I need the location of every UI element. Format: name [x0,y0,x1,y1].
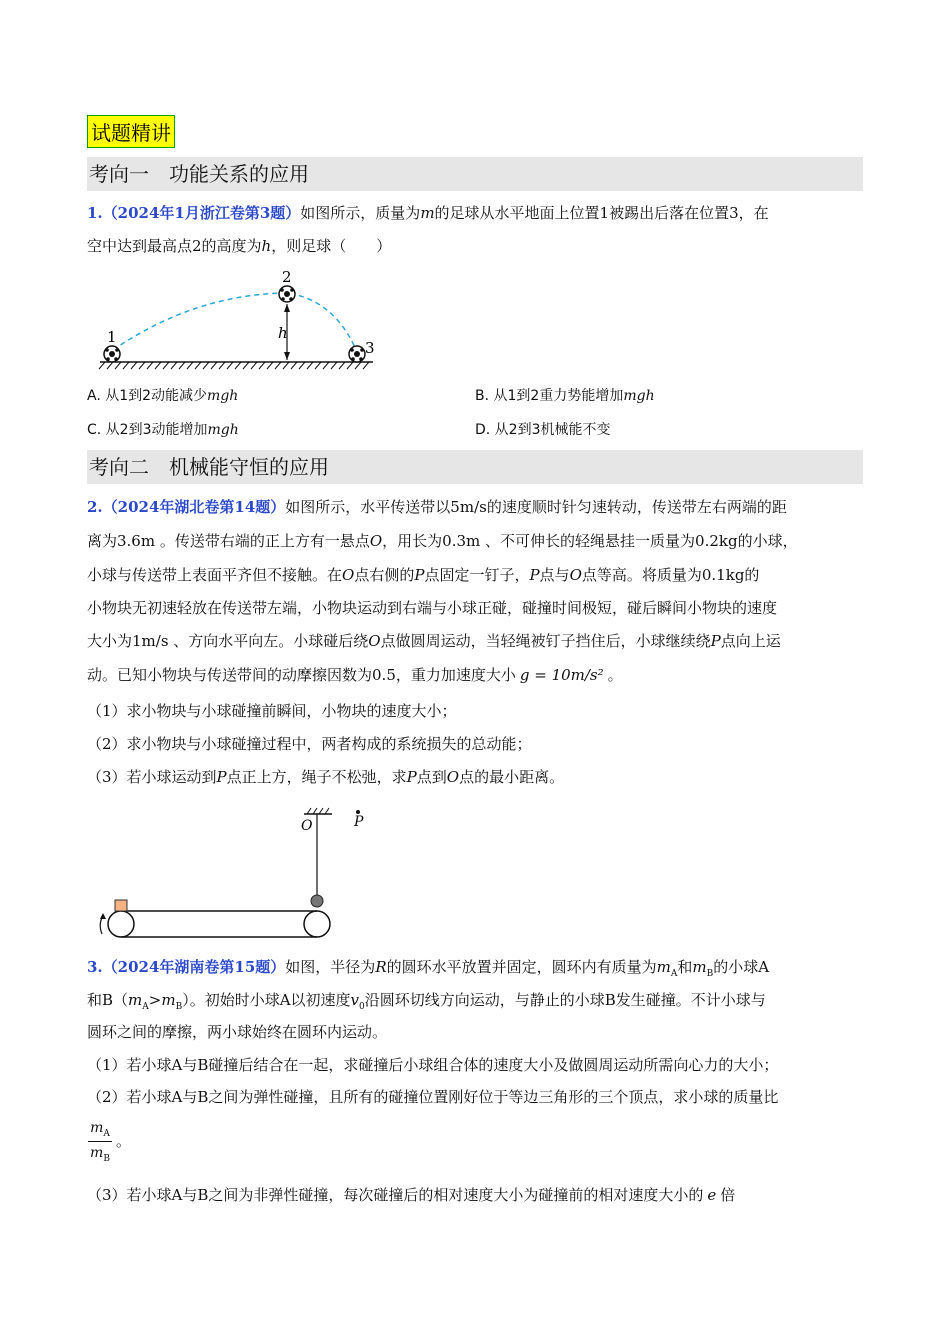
q3-sub-3-a: （3）若小球A与B之间为非弹性碰撞，每次碰撞后的相对速度大小为碰撞前的相对速度大小的 [87,1186,704,1204]
arrow-head-down [284,352,290,360]
q2-var-p-3: P [710,632,721,650]
q2-sub-3 [87,767,564,787]
option-a-mgh: mgh [207,388,239,404]
q1-var-h: h [261,237,272,255]
q2-text-10: 大小为1m/s 、方向水平向左。小球碰后绕 [87,632,369,650]
left-roller [108,911,134,937]
q3-sub-1 [87,1055,778,1075]
section-heading-1 [87,157,863,191]
q2-text-8: 点等高。将质量为0.1kg的 [581,566,760,584]
q2-text-7: 点与 [539,566,570,584]
q3-line-3 [87,1022,387,1042]
option-c-text: C. 从2到3动能增加 [87,422,208,438]
q1-option-d[interactable] [475,420,611,440]
q1-var-m: m [420,204,435,222]
mass-ratio-fraction [88,1120,112,1164]
q3-text-5: ）。初始时小球A以初速度 [182,991,351,1009]
hanging-ball [311,895,323,907]
label-1: 1 [107,328,117,346]
q2-text-9: 小物块无初速轻放在传送带左端，小物块运动到右端与小球正碰，碰撞时间极短，碰后瞬间小物块的速度 [87,599,778,617]
q2-sub-3-b: 点正上方，绳子不松弛，求 [226,768,407,786]
q3-number: 3. [87,958,103,976]
fraction-end: 。 [116,1132,132,1150]
q3-var-r: R [375,958,387,976]
q2-text-2: 离为3.6m 。传送带右端的正上方有一悬点 [87,532,370,550]
q3-sub-a: A [670,969,678,979]
q1-text-1: 如图所示，质量为 [300,204,421,222]
q1-number: 1. [87,204,103,222]
q2-text-14: 。 [607,666,623,684]
q3-text-4: 和B（ [87,991,129,1009]
q1-figure [95,262,385,377]
q3-sub-a-2: A [142,1002,149,1012]
q2-figure [92,800,342,945]
label-o: O [301,818,313,834]
section-heading-1-text: 考向一 功能关系的应用 [89,162,309,186]
q3-text-1: 如图，半径为 [285,958,376,976]
q2-var-p: P [414,566,425,584]
section-banner: 试题精讲 [87,115,175,148]
q2-var-p-2: P [529,566,540,584]
q1-line-2 [87,236,391,256]
label-p: P [354,814,364,830]
q1-text-2: 的足球从水平地面上位置1被踢出后落在位置3，在 [434,204,769,222]
fraction-numerator: $m_A$ [88,1120,112,1142]
q2-text-12: 点向上运 [720,632,781,650]
q3-sub-1-text: （1）若小球A与B碰撞后结合在一起，求碰撞后小球组合体的速度大小及做圆周运动所需向心力的大小； [87,1056,779,1074]
arrow-head-up [284,304,290,312]
fraction-denominator: $m_B$ [90,1144,110,1164]
q1-text-3: 空中达到最高点2的高度为 [87,237,262,255]
option-b-mgh: mgh [623,388,655,404]
q2-source: （2024年湖北卷第14题） [102,498,286,516]
q3-sub-2 [87,1087,778,1107]
q2-sub-3-d: 点的最小距离。 [459,768,565,786]
q3-sub-0: 0 [359,1002,365,1012]
q3-var-mb: m [692,958,707,976]
ball-3 [349,346,365,362]
q2-line-5 [87,631,781,651]
q2-text-11: 点做圆周运动，当轻绳被钉子挡住后，小球继续绕 [380,632,711,650]
small-block [115,900,127,911]
label-h: h [278,324,288,342]
q2-text-5: 点右侧的 [354,566,415,584]
q2-text-13: 动。已知小物块与传送带间的动摩擦因数为0.5，重力加速度大小 [87,666,516,684]
q3-line-2 [87,990,766,1017]
q2-gravity: g = 10m/s² [519,666,604,684]
option-a-text: A. 从1到2动能减少 [87,388,208,404]
q3-sub-3 [87,1185,735,1205]
q1-option-b[interactable] [475,386,655,406]
q2-text-4: 小球与传送带上表面平齐但不接触。在 [87,566,343,584]
q3-text-7: 圆环之间的摩擦，两小球始终在圆环内运动。 [87,1023,388,1041]
q3-var-v: v [350,991,360,1009]
q3-var-e: e [707,1186,717,1204]
q3-source: （2024年湖南卷第15题） [102,958,286,976]
q3-sub-b: B [706,969,714,979]
q3-var-ma-2: m [128,991,143,1009]
q3-sub-b-2: B [175,1002,183,1012]
option-d-text: D. 从2到3机械能不变 [475,422,611,438]
option-b-text: B. 从1到2重力势能增加 [475,388,624,404]
option-c-mgh: mgh [207,422,239,438]
nail-dot [356,810,360,814]
label-3: 3 [365,339,375,357]
q2-sub-3-p: P [216,768,227,786]
q1-source: （2024年1月浙江卷第3题） [102,204,301,222]
q2-line-3 [87,565,759,585]
q2-sub-2 [87,734,532,754]
q2-text-3: ，用长为0.3m 、不可伸长的轻绳悬挂一质量为0.2kg的小球， [382,532,798,550]
q2-line-1 [87,497,787,517]
q2-sub-2-text: （2）求小物块与小球碰撞过程中，两者构成的系统损失的总动能； [87,735,532,753]
q1-line-1 [87,203,769,223]
q2-sub-1 [87,701,457,721]
q2-var-o-3: O [569,566,582,584]
q3-text-2: 的圆环水平放置并固定，圆环内有质量为 [386,958,657,976]
q2-text-1: 如图所示，水平传送带以5m/s的速度顺时针匀速转动，传送带左右两端的距 [285,498,787,516]
ball-1 [104,346,120,362]
q2-sub-3-c: 点到 [416,768,447,786]
right-roller [304,911,330,937]
section-heading-2 [87,450,863,484]
trajectory-curve [113,293,357,352]
q3-var-mb-2: m [161,991,176,1009]
q2-line-6 [87,665,623,685]
q3-sub-2-text: （2）若小球A与B之间为弹性碰撞，且所有的碰撞位置刚好位于等边三角形的三个顶点，求小球的质量比 [87,1088,779,1106]
q3-text-6: 沿圆环切线方向运动，与静止的小球B发生碰撞。不计小球与 [364,991,766,1009]
q3-gt: > [148,991,162,1009]
q2-number: 2. [87,498,103,516]
q1-option-a[interactable] [87,386,238,406]
q3-text-and: 和 [677,958,693,976]
q2-sub-3-a: （3）若小球运动到 [87,768,217,786]
q2-line-4 [87,598,777,618]
q2-sub-1-text: （1）求小物块与小球碰撞前瞬间，小物块的速度大小； [87,702,457,720]
q1-option-c[interactable] [87,420,239,440]
rotation-arrow-head [100,913,106,919]
label-2: 2 [282,268,292,286]
q2-line-2 [87,531,798,551]
ball-2 [279,286,295,302]
q2-var-o-4: O [368,632,381,650]
q3-line-1 [87,957,769,984]
q2-text-6: 点固定一钉子， [424,566,530,584]
q3-sub-3-b: 倍 [720,1186,736,1204]
q3-text-3: 的小球A [713,958,770,976]
q2-var-o-2: O [342,566,355,584]
q2-var-o: O [369,532,383,550]
q2-sub-3-o: O [446,768,460,786]
ceiling-hatch [307,808,329,814]
ground-hatch [99,362,369,369]
section-heading-2-text: 考向二 机械能守恒的应用 [89,455,329,479]
q3-var-ma: m [656,958,671,976]
q1-text-4: ，则足球（ ） [271,237,392,255]
q2-sub-3-p2: P [406,768,417,786]
